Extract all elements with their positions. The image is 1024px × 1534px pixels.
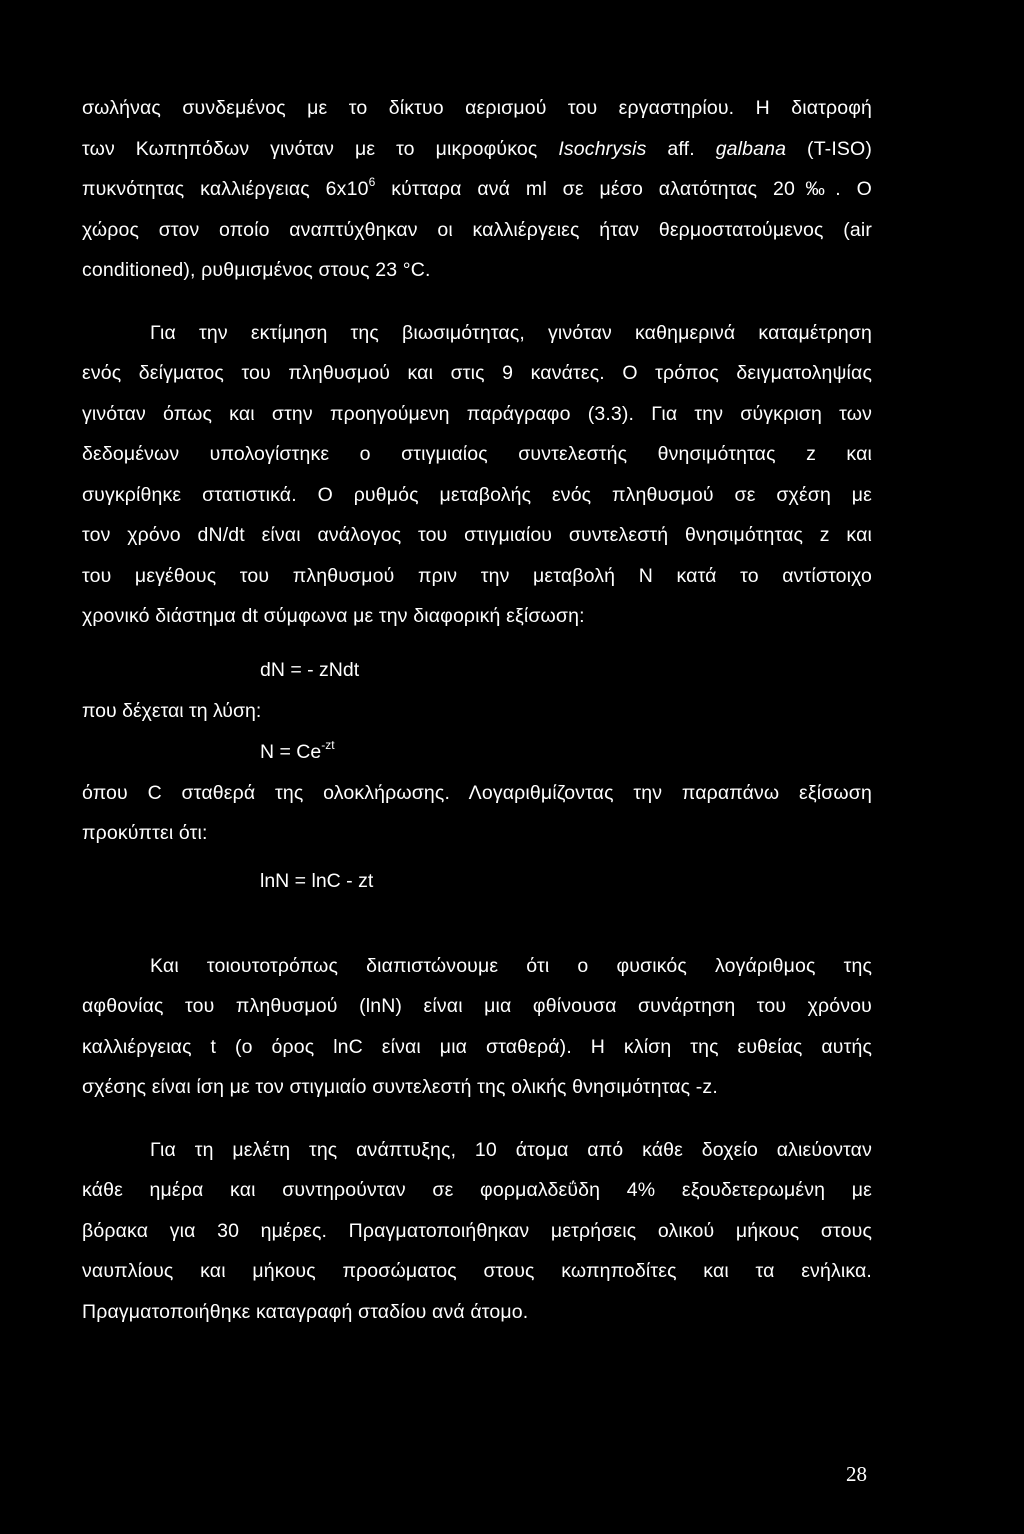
text-line: Για την εκτίμηση της βιωσιμότητας, γινόταν καθημερινά καταμέτρηση <box>150 321 872 344</box>
paragraph-culture-conditions <box>82 88 872 291</box>
text-line: ενός δείγματος του πληθυσμού και στις 9 κανάτες. Ο τρόπος δειγματοληψίας <box>82 362 872 384</box>
species-name-italic: Isochrysis <box>558 137 647 160</box>
solution-label: που δέχεται τη λύση: <box>82 699 262 722</box>
text-line: Πραγματοποιήθηκε καταγραφή σταδίου ανά άτομο. <box>82 1300 529 1323</box>
text-segment: (T-ISO) <box>786 137 873 160</box>
text-line: βόρακα για 30 ημέρες. Πραγματοποιήθηκαν μετρήσεις ολικού μήκους στους <box>82 1219 872 1242</box>
text-line: συγκρίθηκε στατιστικά. Ο ρυθμός μεταβολής ενός πληθυσμού σε σχέση με <box>82 483 872 506</box>
text-line: ναυπλίους και μήκους προσώματος στους κωπηποδίτες και τα ενήλικα. <box>82 1260 872 1282</box>
text-line: Για τη μελέτη της ανάπτυξης, 10 άτομα από κάθε δοχείο αλιεύονταν <box>150 1138 872 1161</box>
text-line: χώρος στον οποίο αναπτύχθηκαν οι καλλιέργειες ήταν θερμοστατούμενος (air <box>82 218 872 241</box>
paragraph-spacer <box>82 291 872 313</box>
text-line: όπου C σταθερά της ολοκλήρωσης. Λογαριθμίζοντας την παραπάνω εξίσωση <box>82 781 872 804</box>
text-line: προκύπτει ότι: <box>82 822 208 844</box>
equation-differential: dN = - zNdt <box>260 658 360 681</box>
text-line: γινόταν όπως και στην προηγούμενη παράγραφο (3.3). Για την σύγκριση των <box>82 402 872 425</box>
paragraph-spacer <box>82 902 872 946</box>
equation-base: N = Ce <box>260 740 322 763</box>
document-page <box>82 88 872 1332</box>
text-segment: aff. <box>646 137 716 160</box>
text-line: χρονικό διάστημα dt σύμφωνα με την διαφορική εξίσωση: <box>82 605 585 627</box>
paragraph-spacer <box>82 1108 872 1130</box>
text-line: τον χρόνο dN/dt είναι ανάλογος του στιγμιαίου συντελεστή θνησιμότητας z και <box>82 524 872 546</box>
species-name-italic: galbana <box>715 137 787 160</box>
text-line: Και τοιουτοτρόπως διαπιστώνουμε ότι ο φυσικός λογάριθμος της <box>150 954 872 977</box>
superscript: 6 <box>368 175 376 189</box>
text-line <box>82 169 872 210</box>
text-line: του μεγέθους του πληθυσμού πριν την μεταβολή Ν κατά το αντίστοιχο <box>82 564 872 587</box>
paragraph-constant <box>82 773 872 854</box>
text-line: σχέσης είναι ίση με τον στιγμιαίο συντελεστή της ολικής θνησιμότητας -z. <box>82 1076 718 1098</box>
text-line: κάθε ημέρα και συντηρούνταν σε φορμαλδεΰδη 4% εξουδετερωμένη με <box>82 1179 872 1201</box>
text-line: καλλιέργειας t (ο όρος lnC είναι μια σταθερά). Η κλίση της ευθείας αυτής <box>82 1035 872 1058</box>
equation-logarithmic: lnN = lnC - zt <box>260 869 374 892</box>
equation-exponent: -zt <box>321 737 335 752</box>
text-line: αφθονίας του πληθυσμού (lnN) είναι μια φθίνουσα συνάρτηση του χρόνου <box>82 995 872 1017</box>
text-segment: πυκνότητας καλλιέργειας 6x10 <box>82 178 369 200</box>
text-segment: κύτταρα ανά ml σε μέσο αλατότητας 20‰. Ο <box>375 178 872 200</box>
text-line: δεδομένων υπολογίστηκε ο στιγμιαίος συντελεστής θνησιμότητας z και <box>82 443 872 465</box>
equation-solution <box>82 731 872 773</box>
page-number: 28 <box>846 1462 867 1486</box>
paragraph-viability <box>82 313 872 637</box>
paragraph-growth-study <box>82 1130 872 1333</box>
text-line: conditioned), ρυθμισμένος στους 23 °C. <box>82 259 431 281</box>
text-line: σωλήνας συνδεμένος με το δίκτυο αερισμού του εργαστηρίου. Η διατροφή <box>82 97 872 119</box>
text-line <box>82 129 872 170</box>
paragraph-log-abundance <box>82 946 872 1108</box>
text-segment: των Κωπηπόδων γινόταν με το μικροφύκος <box>82 137 559 160</box>
